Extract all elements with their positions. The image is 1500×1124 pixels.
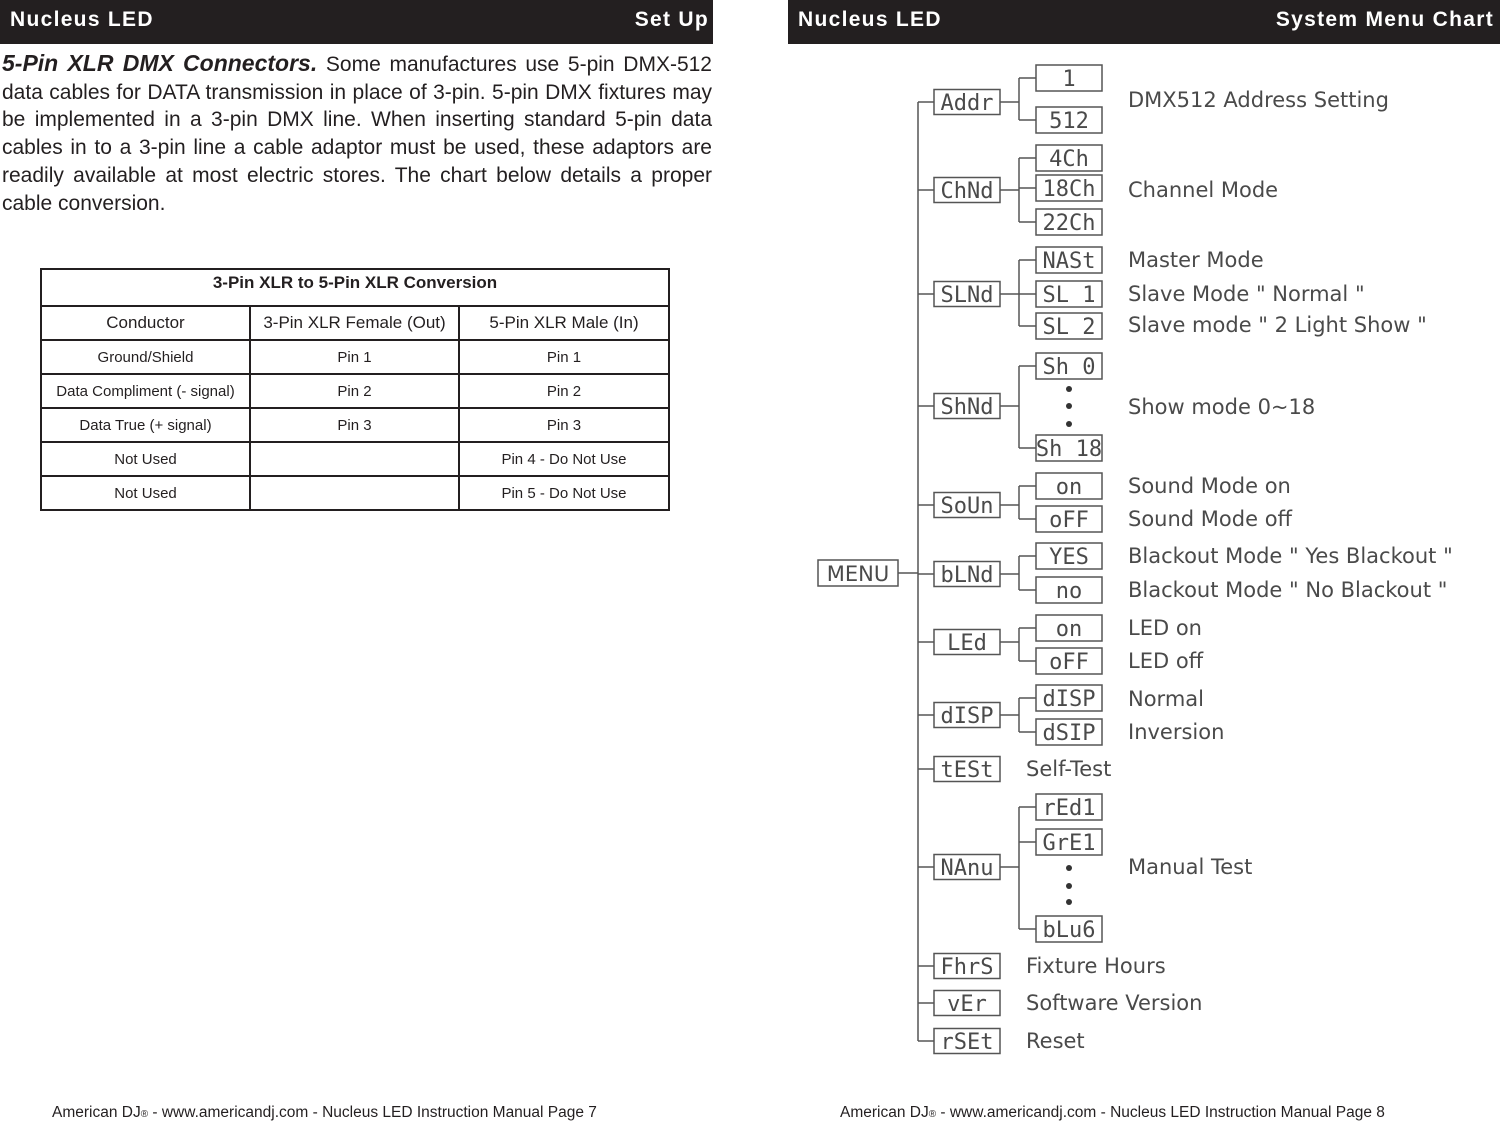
page-footer-right bbox=[840, 1104, 1385, 1122]
menu-code-text: SLNd bbox=[940, 283, 994, 308]
ellipsis-dot bbox=[1066, 865, 1072, 871]
table-cell bbox=[250, 442, 459, 476]
table-cell: Data True (+ signal) bbox=[41, 408, 250, 442]
table-row bbox=[41, 476, 669, 510]
table-cell bbox=[250, 476, 459, 510]
table-cell: Pin 4 - Do Not Use bbox=[459, 442, 669, 476]
option-text: YES bbox=[1049, 545, 1089, 570]
table-title: 3-Pin XLR to 5-Pin XLR Conversion bbox=[41, 269, 669, 306]
menu-label: Master Mode bbox=[1128, 248, 1264, 272]
option-text: SL 2 bbox=[1042, 315, 1096, 340]
table-cell: Pin 5 - Do Not Use bbox=[459, 476, 669, 510]
footer-brand: American DJ bbox=[52, 1104, 141, 1121]
table-cell: Not Used bbox=[41, 476, 250, 510]
menu-label: Fixture Hours bbox=[1026, 954, 1166, 978]
ellipsis-dot bbox=[1066, 899, 1072, 905]
menu-code-text: Addr bbox=[940, 91, 994, 116]
option-text: 22Ch bbox=[1042, 211, 1096, 236]
header-title: Nucleus LED bbox=[798, 8, 942, 31]
menu-label: Show mode 0~18 bbox=[1128, 395, 1316, 419]
menu-label: Inversion bbox=[1128, 720, 1225, 744]
option-text: 18Ch bbox=[1042, 177, 1096, 202]
intro-heading: 5-Pin XLR DMX Connectors. bbox=[2, 50, 318, 76]
footer-text: - www.americandj.com - Nucleus LED Instruction Manual Page 8 bbox=[936, 1104, 1385, 1121]
header-section: System Menu Chart bbox=[1275, 8, 1494, 31]
header-title: Nucleus LED bbox=[10, 8, 154, 31]
table-cell: Pin 1 bbox=[459, 340, 669, 374]
menu-label: Sound Mode on bbox=[1128, 474, 1291, 498]
column-header: Conductor bbox=[41, 306, 250, 340]
page-header-left bbox=[0, 0, 713, 44]
option-text: oFF bbox=[1049, 508, 1089, 533]
menu-label: Channel Mode bbox=[1128, 178, 1279, 202]
ellipsis-dot bbox=[1066, 421, 1072, 427]
option-text: rEd1 bbox=[1042, 796, 1096, 821]
menu-code-text: NAnu bbox=[940, 856, 994, 881]
option-text: on bbox=[1055, 475, 1083, 500]
option-text: dSIP bbox=[1042, 721, 1096, 746]
option-text: NASt bbox=[1042, 249, 1096, 274]
menu-code-text: FhrS bbox=[940, 955, 994, 980]
page-footer-left bbox=[52, 1104, 597, 1122]
table-cell: Pin 3 bbox=[250, 408, 459, 442]
menu-label: Slave Mode " Normal " bbox=[1128, 282, 1365, 306]
table-row bbox=[41, 442, 669, 476]
table-row bbox=[41, 340, 669, 374]
menu-code-text: ShNd bbox=[940, 395, 994, 420]
table-cell: Pin 2 bbox=[459, 374, 669, 408]
system-menu-chart bbox=[788, 44, 1500, 1074]
menu-label: LED off bbox=[1128, 649, 1204, 673]
menu-code-text: dISP bbox=[940, 704, 994, 729]
menu-code-text: vEr bbox=[947, 992, 987, 1017]
menu-label: Normal bbox=[1128, 687, 1204, 711]
menu-label: Self-Test bbox=[1026, 757, 1112, 781]
menu-root-label: MENU bbox=[826, 562, 890, 586]
menu-label: Blackout Mode " No Blackout " bbox=[1128, 578, 1448, 602]
table-title-row bbox=[41, 269, 669, 306]
menu-code-text: bLNd bbox=[940, 563, 994, 588]
menu-label: Software Version bbox=[1026, 991, 1203, 1015]
menu-label: Manual Test bbox=[1128, 855, 1253, 879]
table-cell: Not Used bbox=[41, 442, 250, 476]
menu-code-text: SoUn bbox=[940, 494, 994, 519]
ellipsis-dot bbox=[1066, 403, 1072, 409]
header-section: Set Up bbox=[634, 8, 709, 31]
menu-label: Slave mode " 2 Light Show " bbox=[1128, 313, 1427, 337]
ellipsis-dot bbox=[1066, 883, 1072, 889]
ellipsis-dot bbox=[1066, 386, 1072, 392]
registered-mark: ® bbox=[928, 1109, 937, 1120]
option-text: oFF bbox=[1049, 650, 1089, 675]
table-cell: Data Compliment (- signal) bbox=[41, 374, 250, 408]
table-cell: Pin 1 bbox=[250, 340, 459, 374]
menu-code-text: ChNd bbox=[940, 179, 994, 204]
column-header: 5-Pin XLR Male (In) bbox=[459, 306, 669, 340]
option-text: 512 bbox=[1049, 109, 1089, 134]
column-header: 3-Pin XLR Female (Out) bbox=[250, 306, 459, 340]
table-header-row bbox=[41, 306, 669, 340]
table-cell: Ground/Shield bbox=[41, 340, 250, 374]
footer-brand: American DJ bbox=[840, 1104, 929, 1121]
menu-label: Reset bbox=[1026, 1029, 1085, 1053]
intro-body: Some manufactures use 5-pin DMX-512 data cables for DATA transmission in place of 3-pin. 5-pin DMX fixtures may be implemented in a 3-pin DMX line. When inserting standard 5-pin data cables in to a 3-pin line a cable adaptor must be used, these adaptors are readily available at most electric stores. The chart below details a proper cable conversion. bbox=[2, 53, 712, 215]
conversion-table bbox=[40, 268, 670, 511]
menu-label: Sound Mode off bbox=[1128, 507, 1293, 531]
option-text: dISP bbox=[1042, 687, 1096, 712]
menu-code-text: rSEt bbox=[940, 1030, 994, 1055]
option-text: on bbox=[1055, 617, 1083, 642]
table-row bbox=[41, 408, 669, 442]
menu-label: Blackout Mode " Yes Blackout " bbox=[1128, 544, 1453, 568]
table-cell: Pin 3 bbox=[459, 408, 669, 442]
option-text: Sh 0 bbox=[1042, 355, 1096, 380]
option-text: GrE1 bbox=[1042, 831, 1096, 856]
option-text: Sh 18 bbox=[1035, 437, 1103, 462]
menu-code-text: tESt bbox=[940, 758, 994, 783]
menu-label: LED on bbox=[1128, 616, 1202, 640]
table-row bbox=[41, 374, 669, 408]
option-text: SL 1 bbox=[1042, 283, 1096, 308]
intro-paragraph bbox=[2, 50, 712, 217]
option-text: bLu6 bbox=[1042, 918, 1096, 943]
page-header-right bbox=[788, 0, 1500, 44]
registered-mark: ® bbox=[140, 1109, 149, 1120]
menu-code-text: LEd bbox=[947, 631, 987, 656]
option-text: 4Ch bbox=[1049, 147, 1089, 172]
menu-label: DMX512 Address Setting bbox=[1128, 88, 1389, 112]
option-text: 1 bbox=[1062, 67, 1076, 92]
footer-text: - www.americandj.com - Nucleus LED Instruction Manual Page 7 bbox=[148, 1104, 597, 1121]
table-cell: Pin 2 bbox=[250, 374, 459, 408]
option-text: no bbox=[1055, 579, 1083, 604]
